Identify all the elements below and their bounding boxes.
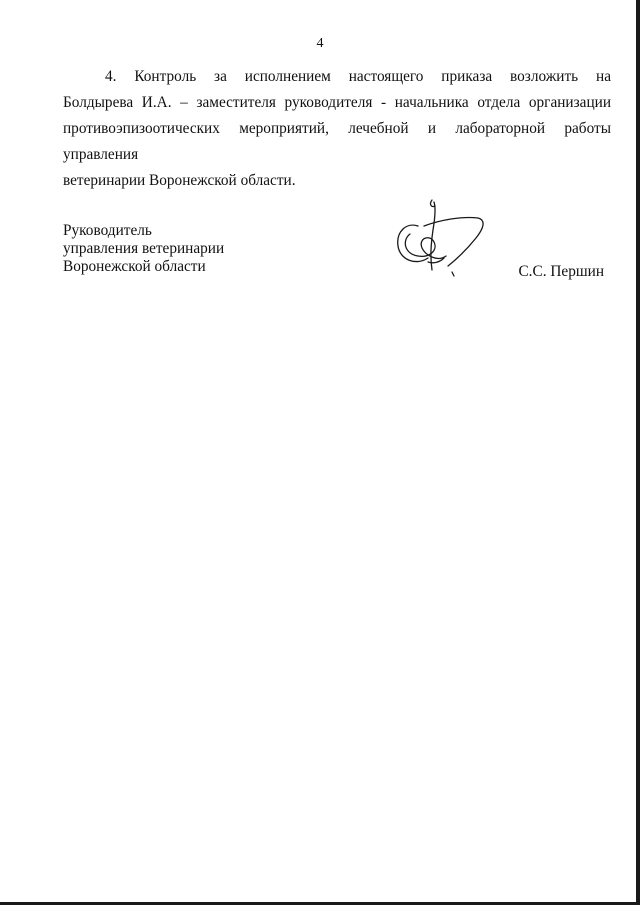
signature-icon	[388, 196, 490, 280]
paragraph-line: 4. Контроль за исполнением настоящего приказа возложить на	[105, 68, 611, 85]
signer-title-line: Воронежской области	[63, 258, 206, 275]
page-number: 4	[316, 36, 324, 51]
paragraph-line: противоэпизоотических мероприятий, лечебной и лабораторной работы управления	[63, 120, 611, 163]
signer-title-line: Руководитель	[63, 222, 152, 239]
order-paragraph	[63, 64, 611, 194]
signer-title	[63, 222, 224, 276]
signer-title-line: управления ветеринарии	[63, 240, 225, 257]
signer-name: С.С. Першин	[518, 263, 604, 280]
scan-edge	[636, 0, 640, 905]
paragraph-line: ветеринарии Воронежской области.	[63, 172, 296, 189]
paragraph-line: Болдырева И.А. – заместителя руководителя - начальника отдела организации	[63, 94, 611, 111]
